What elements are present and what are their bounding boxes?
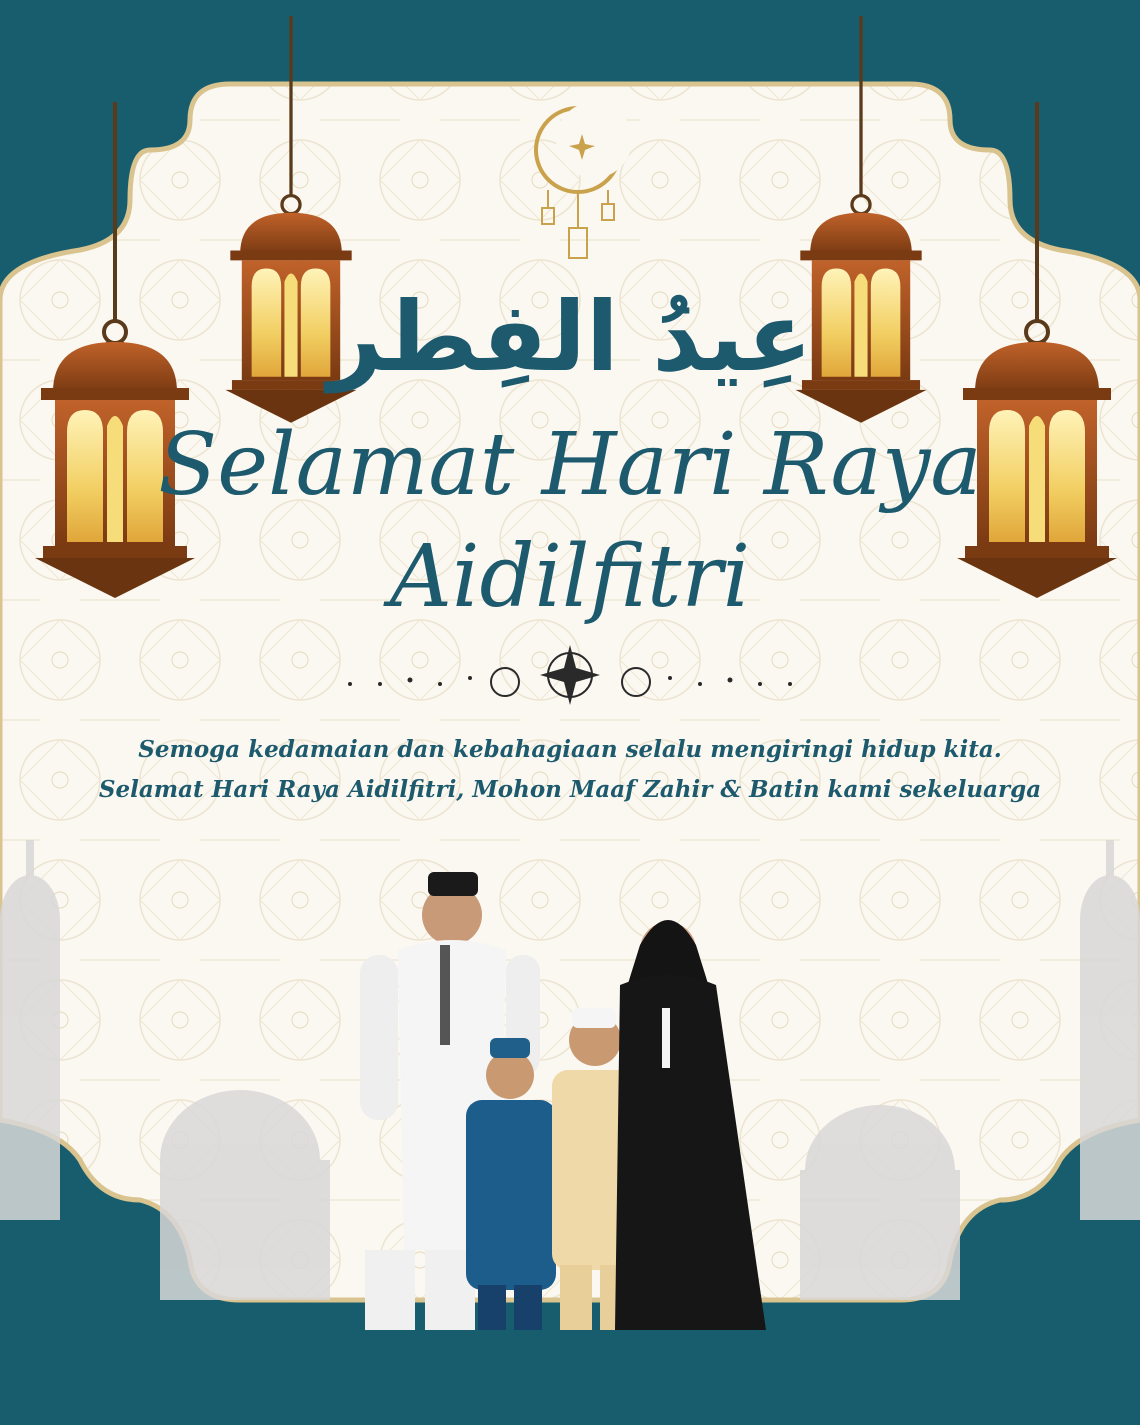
greeting-message: Semoga kedamaian dan kebahagiaan selalu mengiringi hidup kita. Selamat Hari Raya Aidilfitri, Mohon Maaf Zahir & Batin kami sekeluarga bbox=[98, 736, 1042, 803]
greeting-title-line1: Selamat Hari Raya bbox=[158, 415, 982, 515]
greeting-title-line2: Aidilfitri bbox=[389, 527, 751, 627]
arabic-calligraphy: عِيدُ الفِطر bbox=[327, 281, 813, 393]
